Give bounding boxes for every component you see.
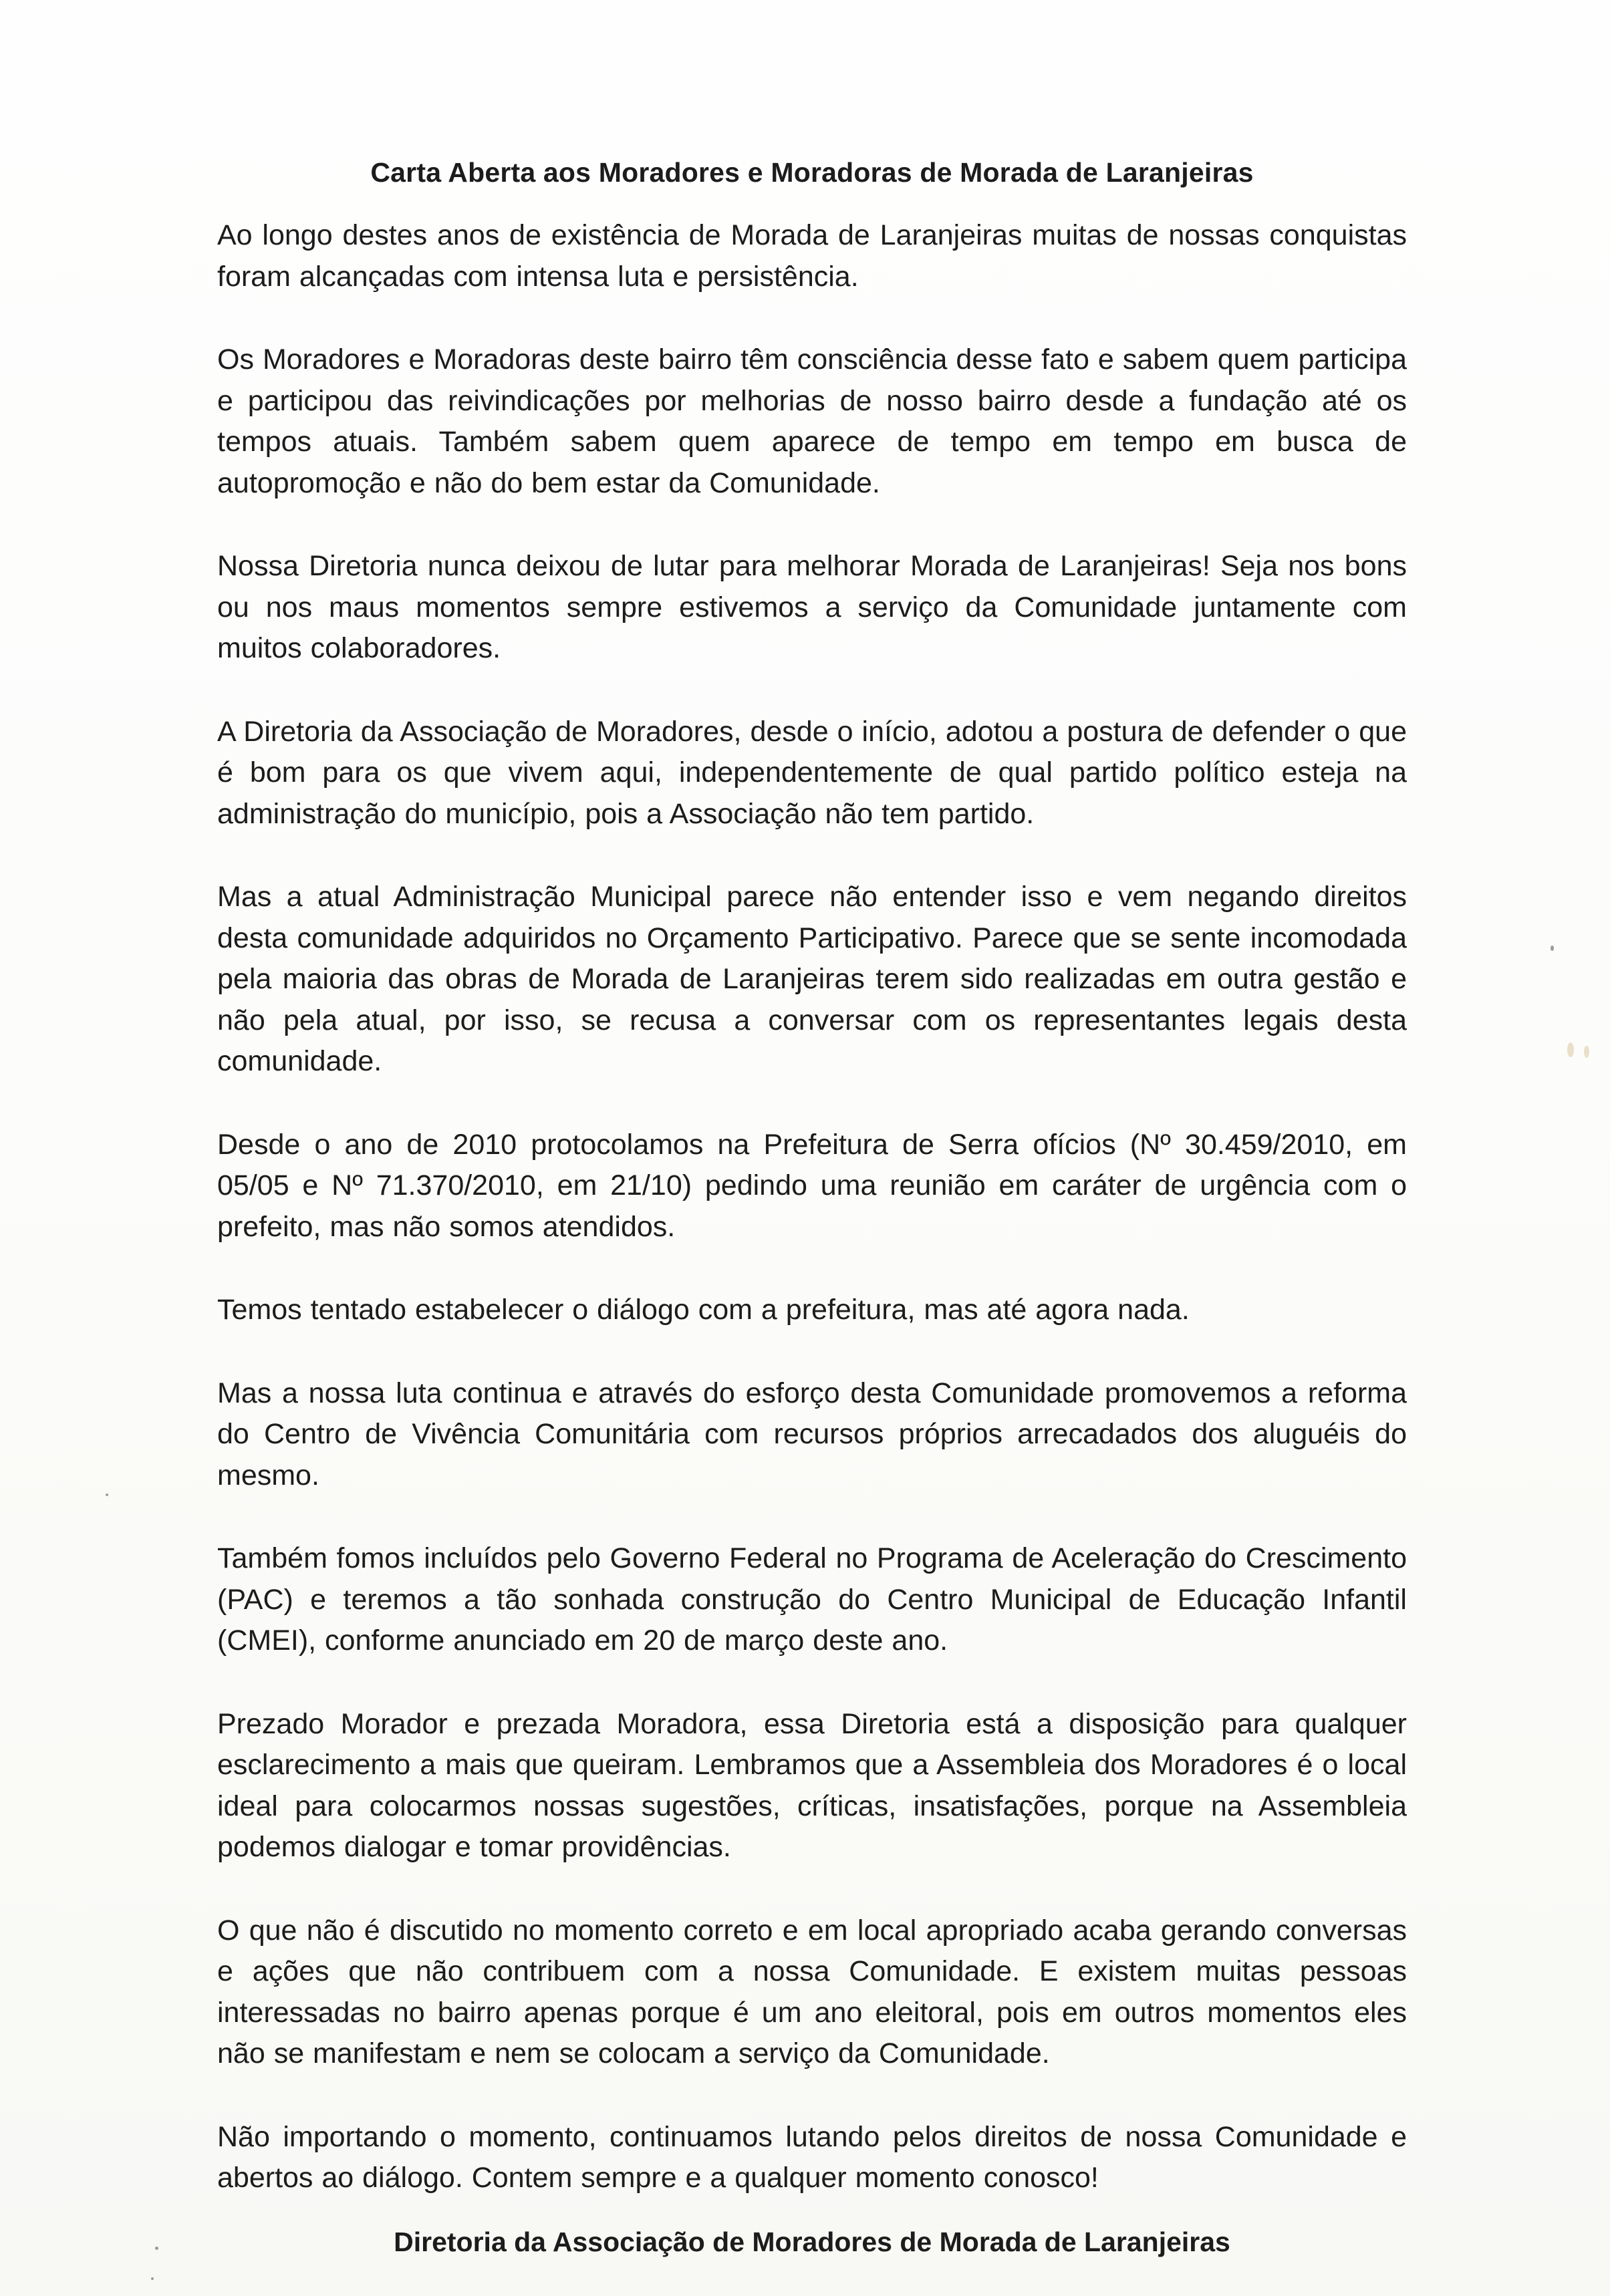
letter-signature: Diretoria da Associação de Moradores de Morada de Laranjeiras xyxy=(394,2226,1230,2257)
paragraph: Temos tentado estabelecer o diálogo com a prefeitura, mas até agora nada. xyxy=(217,1294,1190,1326)
paragraph: Desde o ano de 2010 protocolamos na Prefeitura de Serra ofícios (Nº 30.459/2010, em 05/05 e Nº 71.370/2010, em 21/10) pedindo uma reunião em caráter de urgência com o prefeito, mas não somos atendidos. xyxy=(217,1128,1407,1243)
paper-speck xyxy=(155,2247,158,2250)
paragraph: Não importando o momento, continuamos lutando pelos direitos de nossa Comunidade e abertos ao diálogo. Contem sempre e a qualquer momento conosco! xyxy=(217,2120,1407,2194)
paragraph: Nossa Diretoria nunca deixou de lutar para melhorar Morada de Laranjeiras! Seja nos bons ou nos maus momentos sempre estivemos a serviço da Comunidade juntamente com muitos colaboradores. xyxy=(217,550,1407,664)
paragraph: Prezado Morador e prezada Moradora, essa Diretoria está a disposição para qualquer esclarecimento a mais que queiram. Lembramos que a Assembleia dos Moradores é o local ideal para colocarmos nossas sugestões, críticas, insatisfações, porque na Assembleia podemos dialogar e tomar providências. xyxy=(217,1707,1407,1863)
paragraph: Os Moradores e Moradoras deste bairro têm consciência desse fato e sabem quem participa e participou das reivindicações por melhorias de nosso bairro desde a fundação até os tempos atuais. Também sabem quem aparece de tempo em tempo em busca de autopromoção e não do bem estar da Comunidade. xyxy=(217,343,1407,499)
paper-speck xyxy=(151,2277,154,2280)
letter-title: Carta Aberta aos Moradores e Moradoras de Morada de Laranjeiras xyxy=(370,157,1254,188)
paragraph: O que não é discutido no momento correto e em local apropriado acaba gerando conversas e ações que não contribuem com a nossa Comunidade. E existem muitas pessoas interessadas no bairro apenas porque é um ano eleitoral, pois em outros momentos eles não se manifestam e nem se colocam a serviço da Comunidade. xyxy=(217,1914,1407,2069)
paper-speck xyxy=(1551,946,1554,951)
paper-speck xyxy=(106,1493,108,1496)
paper-stain xyxy=(1584,1046,1589,1058)
paragraph: A Diretoria da Associação de Moradores, desde o início, adotou a postura de defender o que é bom para os que vivem aqui, independentemente de qual partido político esteja na administração do município, pois a Associação não tem partido. xyxy=(217,715,1407,830)
paper-stain xyxy=(1567,1042,1574,1057)
letter-body xyxy=(217,152,1407,2262)
paragraph: Mas a atual Administração Municipal parece não entender isso e vem negando direitos desta comunidade adquiridos no Orçamento Participativo. Parece que se sente incomodada pela maioria das obras de Morada de Laranjeiras terem sido realizadas em outra gestão e não pela atual, por isso, se recusa a conversar com os representantes legais desta comunidade. xyxy=(217,881,1407,1077)
paragraph: Ao longo destes anos de existência de Morada de Laranjeiras muitas de nossas conquistas foram alcançadas com intensa luta e persistência. xyxy=(217,219,1407,293)
paragraph: Também fomos incluídos pelo Governo Federal no Programa de Aceleração do Crescimento (PAC) e teremos a tão sonhada construção do Centro Municipal de Educação Infantil (CMEI), conforme anunciado em 20 de março deste ano. xyxy=(217,1542,1407,1657)
paragraph: Mas a nossa luta continua e através do esforço desta Comunidade promovemos a reforma do Centro de Vivência Comunitária com recursos próprios arrecadados dos aluguéis do mesmo. xyxy=(217,1377,1407,1491)
